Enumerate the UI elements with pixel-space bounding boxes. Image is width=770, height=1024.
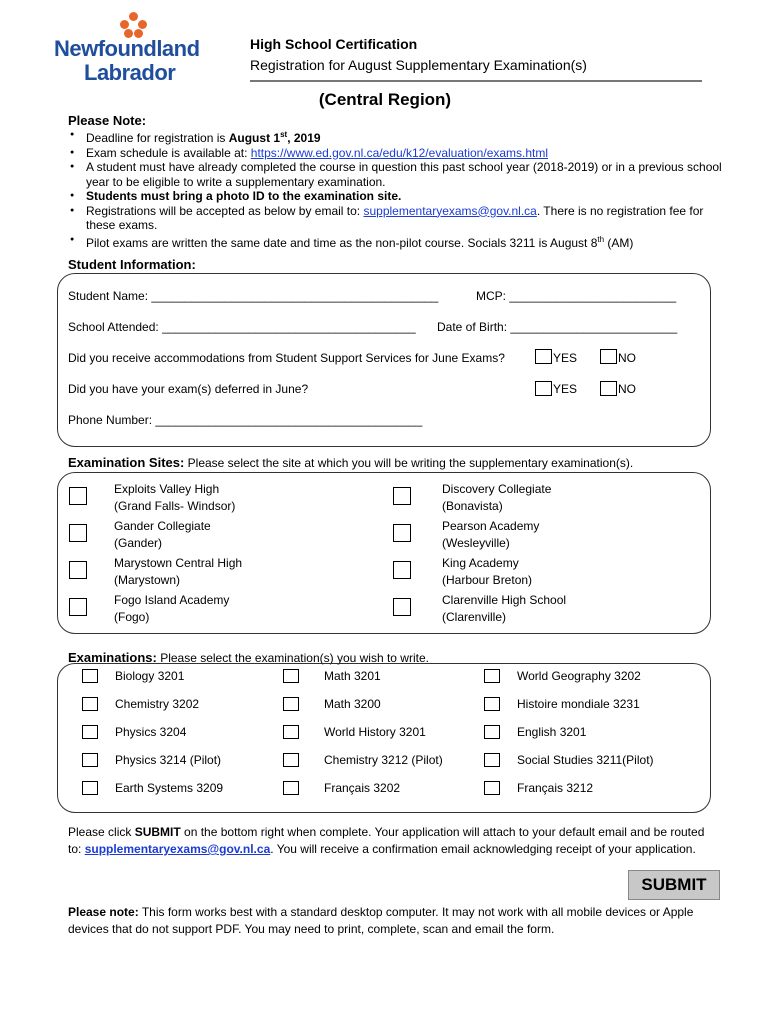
exam-checkbox[interactable] — [82, 781, 98, 795]
deferred-no-label: NO — [618, 382, 636, 396]
submit-email-link[interactable]: supplementaryexams@gov.nl.ca — [84, 842, 271, 856]
site-checkbox-discovery[interactable] — [393, 487, 411, 505]
sites-heading-line — [68, 455, 633, 470]
newfoundland-labrador-logo — [54, 12, 204, 88]
site-checkbox-clarenville[interactable] — [393, 598, 411, 616]
site-checkbox-marystown[interactable] — [69, 561, 87, 579]
note-item: ● Pilot exams are written the same date and time as the non-pilot course. Socials 3211 is August 8th (AM) — [86, 233, 726, 251]
site-label: Marystown Central High (Marystown) — [114, 556, 243, 587]
final-note: Please note: This form works best with a standard desktop computer. It may not work with all mobile devices or Apple devices that do not support PDF. You may need to print, complete, scan and email the form. — [68, 905, 694, 936]
exam-label: Biology 3201 — [115, 669, 185, 683]
note-item: ● Deadline for registration is August 1st, 2019 — [86, 128, 726, 146]
exam-checkbox[interactable] — [484, 725, 500, 739]
exam-checkbox[interactable] — [283, 753, 299, 767]
phone-number-field[interactable]: Phone Number: ________________________________________ — [68, 413, 423, 427]
exam-checkbox[interactable] — [283, 781, 299, 795]
site-label: Discovery Collegiate (Bonavista) — [442, 482, 552, 513]
note-item: ● Registrations will be accepted as below by email to: supplementaryexams@gov.nl.ca. There is no registration fee for these exams. — [86, 204, 726, 233]
notes-list — [70, 128, 726, 250]
sites-heading: Examination Sites: — [68, 455, 185, 470]
exam-checkbox[interactable] — [82, 725, 98, 739]
accommodations-yes-checkbox[interactable] — [535, 349, 552, 364]
exam-label: Physics 3214 (Pilot) — [115, 753, 222, 767]
deferred-no-checkbox[interactable] — [600, 381, 617, 396]
site-label: Pearson Academy (Wesleyville) — [442, 519, 540, 550]
exam-checkbox[interactable] — [82, 753, 98, 767]
form-title: High School Certification — [250, 36, 418, 52]
exam-label: Chemistry 3212 (Pilot) — [324, 753, 443, 767]
registration-email-link[interactable]: supplementaryexams@gov.nl.ca — [363, 203, 537, 218]
note-item: ● Exam schedule is available at: https://www.ed.gov.nl.ca/edu/k12/evaluation/exams.html — [86, 146, 726, 161]
notes-heading: Please Note: — [68, 113, 147, 128]
site-label: King Academy (Harbour Breton) — [442, 556, 533, 587]
exam-label: Français 3212 — [517, 781, 594, 795]
school-attended-field[interactable]: School Attended: ______________________________________ — [68, 320, 416, 334]
exam-label: Math 3201 — [324, 669, 381, 683]
sites-instruction: Please select the site at which you will be writing the supplementary examination(s). — [184, 456, 634, 470]
exam-label: Français 3202 — [324, 781, 401, 795]
date-of-birth-field[interactable]: Date of Birth: _________________________ — [437, 320, 678, 334]
exam-checkbox[interactable] — [283, 725, 299, 739]
exam-label: Chemistry 3202 — [115, 697, 200, 711]
exam-checkbox[interactable] — [283, 697, 299, 711]
logo-line-2: Labrador — [84, 60, 176, 85]
exams-instruction: Please select the examination(s) you wish to write. — [156, 651, 429, 665]
site-checkbox-gander[interactable] — [69, 524, 87, 542]
exams-heading: Examinations: — [68, 650, 157, 665]
student-info-heading: Student Information: — [68, 257, 196, 272]
site-label: Clarenville High School (Clarenville) — [442, 593, 567, 624]
student-name-field[interactable]: Student Name: ___________________________________________ — [68, 289, 439, 303]
site-label: Exploits Valley High (Grand Falls- Windsor) — [114, 482, 236, 513]
exam-checkbox[interactable] — [484, 697, 500, 711]
exam-label: Histoire mondiale 3231 — [517, 697, 640, 711]
exam-label: English 3201 — [517, 725, 587, 739]
exam-schedule-link[interactable]: https://www.ed.gov.nl.ca/edu/k12/evaluation/exams.html — [250, 145, 549, 160]
submit-button[interactable]: SUBMIT — [628, 870, 720, 900]
exam-checkbox[interactable] — [82, 669, 98, 683]
exam-checkbox[interactable] — [484, 753, 500, 767]
mcp-field[interactable]: MCP: _________________________ — [476, 289, 677, 303]
exam-checkbox[interactable] — [283, 669, 299, 683]
deferred-yes-label: YES — [553, 382, 578, 396]
header-divider — [250, 80, 702, 82]
accommodations-no-label: NO — [618, 351, 636, 365]
site-checkbox-pearson[interactable] — [393, 524, 411, 542]
accommodations-no-checkbox[interactable] — [600, 349, 617, 364]
site-checkbox-fogo[interactable] — [69, 598, 87, 616]
exam-checkbox[interactable] — [82, 697, 98, 711]
exam-label: World Geography 3202 — [517, 669, 641, 683]
exam-checkbox[interactable] — [484, 669, 500, 683]
deferred-yes-checkbox[interactable] — [535, 381, 552, 396]
form-subtitle: Registration for August Supplementary Examination(s) — [250, 57, 587, 73]
note-item: ● Students must bring a photo ID to the examination site. — [86, 189, 726, 204]
site-checkbox-king[interactable] — [393, 561, 411, 579]
exam-checkbox[interactable] — [484, 781, 500, 795]
exam-label: Physics 3204 — [115, 725, 187, 739]
accommodations-question: Did you receive accommodations from Student Support Services for June Exams? — [68, 351, 505, 365]
note-item: ● A student must have already completed the course in question this past school year (2018-2019) or in a previous school year to be eligible to write a supplementary examination. — [86, 160, 726, 189]
submit-instructions: Please click SUBMIT on the bottom right when complete. Your application will attach to your default email and be routed to: supplementaryexams@gov.nl.ca. You will receive a confirmation email acknowledging receipt of your application. — [68, 825, 705, 856]
site-checkbox-exploits-valley[interactable] — [69, 487, 87, 505]
exam-label: World History 3201 — [324, 725, 426, 739]
accommodations-yes-label: YES — [553, 351, 578, 365]
site-label: Gander Collegiate (Gander) — [114, 519, 211, 550]
region-title: (Central Region) — [318, 90, 452, 109]
exam-label: Earth Systems 3209 — [115, 781, 224, 795]
exam-label: Math 3200 — [324, 697, 381, 711]
exam-label: Social Studies 3211(Pilot) — [517, 753, 654, 767]
deferred-question: Did you have your exam(s) deferred in June? — [68, 382, 309, 396]
site-label: Fogo Island Academy (Fogo) — [114, 593, 230, 624]
logo-line-1: Newfoundland — [54, 36, 200, 61]
